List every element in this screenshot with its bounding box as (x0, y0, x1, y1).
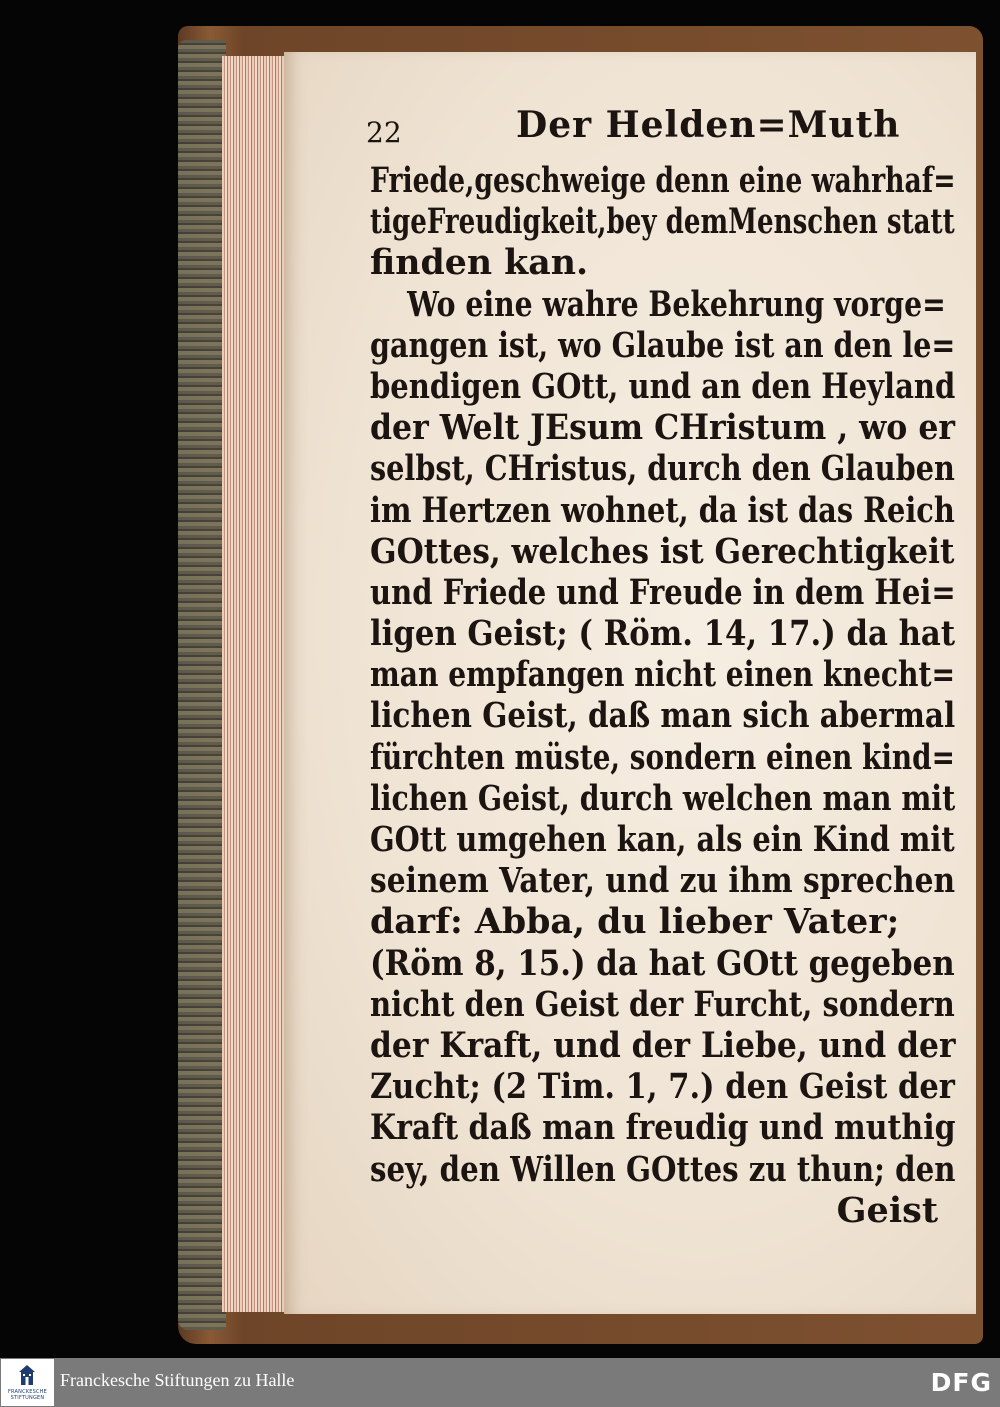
text-line: Kraft daß man freudig und muthig (370, 1107, 956, 1149)
text-line: fürchten müste, sondern einen kind= (370, 736, 955, 778)
catchword: Geist (836, 1189, 938, 1231)
text-line: im Hertzen wohnet, da ist das Reich (370, 489, 955, 531)
text-line: lichen Geist, daß man sich abermal (370, 695, 956, 737)
text-line: und Friede und Freude in dem Hei= (370, 571, 956, 613)
dfg-logo[interactable]: DFG (930, 1368, 992, 1397)
text-line: nicht den Geist der Furcht, sondern (370, 983, 955, 1025)
text-line: GOtt umgehen kan, als ein Kind mit (370, 819, 955, 860)
book-spine-edge (178, 40, 226, 1330)
text-line: (Röm 8, 15.) da hat GOtt gegeben (370, 942, 955, 984)
text-line: tigeFreudigkeit,bey demMenschen statt (370, 201, 955, 243)
text-line: gangen ist, wo Glaube ist an den le= (370, 324, 956, 366)
footer-bar (0, 1358, 1000, 1407)
page-content (366, 104, 960, 1231)
body-text (370, 160, 960, 1190)
running-head (366, 104, 960, 160)
text-line: Friede,geschweige denn eine wahrhaf= (370, 160, 956, 201)
text-line: der Welt JEsum CHristum , wo er (370, 407, 956, 449)
institution-logo[interactable] (1, 1359, 54, 1406)
text-line: finden kan. (370, 242, 589, 284)
text-line: bendigen GOtt, und an den Heyland (370, 365, 956, 407)
page-edges (222, 56, 284, 1312)
page-number: 22 (366, 116, 402, 149)
text-line: sey, den Willen GOttes zu thun; den (370, 1148, 956, 1190)
text-line: lichen Geist, durch welchen man mit (370, 777, 956, 819)
book-page (284, 52, 976, 1314)
text-line: ligen Geist; ( Röm. 14, 17.) da hat (370, 613, 956, 655)
text-line: selbst, CHristus, durch den Glauben (370, 448, 955, 490)
text-line: der Kraft, und der Liebe, und der (370, 1024, 956, 1066)
text-line: Wo eine wahre Bekehrung vorge= (407, 283, 946, 325)
text-line: man empfangen nicht einen knecht= (370, 654, 956, 696)
text-line: darf: Abba, du lieber Vater; (370, 901, 900, 943)
text-line: Zucht; (2 Tim. 1, 7.) den Geist der (370, 1066, 955, 1108)
running-title: Der Helden=Muth (516, 104, 901, 146)
logo-caption: FRANCKESCHE STIFTUNGEN (7, 1389, 48, 1401)
orphanage-building-icon (17, 1364, 37, 1386)
institution-name[interactable]: Franckesche Stiftungen zu Halle (60, 1370, 295, 1390)
text-line: seinem Vater, und zu ihm sprechen (370, 860, 956, 902)
text-line: GOttes, welches ist Gerechtigkeit (370, 530, 955, 572)
